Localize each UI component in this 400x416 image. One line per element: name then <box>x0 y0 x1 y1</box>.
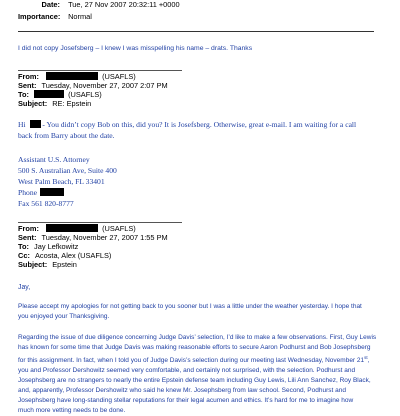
email3-to-value: Jay Lefkowitz <box>34 242 79 251</box>
signature-street: 500 S. Australian Ave, Suite 400 <box>18 166 117 175</box>
email2-to-label: To: <box>18 90 29 99</box>
importance-row <box>18 12 92 22</box>
email3-from-suffix: (USAFLS) <box>102 224 136 233</box>
email3-p2-line: much more vetting needs to be done. <box>18 407 126 415</box>
email2-subject-value: RE: Epstein <box>52 99 92 108</box>
email3-paragraph-2 <box>18 333 376 416</box>
email3-p2-line <box>18 353 376 366</box>
signature-phone-label: Phone <box>18 188 37 197</box>
redaction-block <box>30 120 41 128</box>
email2-subject-label: Subject: <box>18 99 48 108</box>
email3-subject-value: Epstein <box>52 260 77 269</box>
email2-sent-value: Tuesday, November 27, 2007 2:07 PM <box>41 81 168 90</box>
email2-sent-label: Sent: <box>18 81 37 90</box>
email2-to-suffix: (USAFLS) <box>68 90 102 99</box>
email3-cc-row <box>18 251 111 260</box>
email3-subject-row <box>18 260 77 269</box>
email3-p1-line: you enjoyed your Thanksgiving. <box>18 313 110 320</box>
email2-hi: Hi <box>18 120 26 129</box>
email2-subject-row <box>18 99 91 108</box>
email3-p2-line: has known for some time that Judge Davis was making reasonable efforts to secure Aaron Podhurst and Bob Josephsberg <box>18 344 371 351</box>
email3-p2-superscript: st <box>364 355 368 360</box>
signature-title: Assistant U.S. Attorney <box>18 155 90 164</box>
email2-from-row <box>18 72 136 81</box>
email3-to-label: To: <box>18 242 29 251</box>
email3-p2-line: Josephsberg are no strangers to nearly the entire Epstein defense team including Guy Lewis, Lili Ann Sanchez, Roy Black, <box>18 377 371 385</box>
date-value: Tue, 27 Nov 2007 20:32:11 +0000 <box>68 0 180 9</box>
email3-p2-line: you and Professor Dershowitz seemed very comfortable, and certainly not surprised, with the selection. Podhurst and <box>18 367 356 375</box>
importance-value: Normal <box>68 12 92 21</box>
email2-divider <box>18 70 182 71</box>
email2-from-label: From: <box>18 72 39 81</box>
header-divider <box>18 31 374 32</box>
email3-from-label: From: <box>18 224 39 233</box>
redaction-block <box>34 90 64 98</box>
email2-line1-text: - You didn’t copy Bob on this, did you? It is Josefsberg. Otherwise, great e-mail. I am waiting for a call <box>42 120 357 129</box>
importance-label: Importance: <box>18 12 61 21</box>
email3-p2-line: and, apparently, Professor Dershowitz who said he knew Mr. Josephsberg from law school. Second, Podhurst and <box>18 387 346 395</box>
redaction-block <box>40 188 64 196</box>
email2-body-line1 <box>18 120 356 131</box>
signature-city: West Palm Beach, FL 33401 <box>18 177 105 186</box>
top-message: I did not copy Josefsberg – I knew I was misspelling his name – drats. Thanks <box>18 45 253 52</box>
email3-sent-value: Tuesday, November 27, 2007 1:55 PM <box>41 233 168 242</box>
email2-from-suffix: (USAFLS) <box>102 72 136 81</box>
email3-subject-label: Subject: <box>18 260 48 269</box>
email2-to-row <box>18 90 102 99</box>
email3-paragraph-1 <box>18 302 362 322</box>
date-row <box>18 0 180 10</box>
email3-p2-line: Josephsberg have long-standing stellar reputations for their legal acumen and ethics. It’s hard for me to imagine how <box>18 397 354 405</box>
date-label: Date: <box>41 0 60 9</box>
email3-p2-line-text: for this assignment. In fact, when I told you of Judge Davis’s selection during our meeting last Wednesday, November 21 <box>18 357 365 365</box>
email2-sent-row <box>18 81 168 90</box>
email3-from-row <box>18 224 136 233</box>
signature-fax: Fax 561 820-8777 <box>18 199 74 208</box>
email2-body-line2: back from Barry about the date. <box>18 131 115 140</box>
email3-p1-line: Please accept my apologies for not getting back to you sooner but I was a little under the weather yesterday. I hope that <box>18 303 362 310</box>
email3-divider <box>18 222 182 223</box>
email3-p2-line: Regarding the issue of due diligence concerning Judge Davis’ selection, I’d like to make a few observations. First, Guy Lewis <box>18 334 377 341</box>
email3-cc-label: Cc: <box>18 251 30 260</box>
email3-cc-value: Acosta, Alex (USAFLS) <box>34 251 112 260</box>
email3-greeting: Jay, <box>18 284 31 291</box>
email3-p2-comma: , <box>367 357 370 365</box>
email3-sent-label: Sent: <box>18 233 37 242</box>
signature-phone-row <box>18 188 64 199</box>
email3-to-row <box>18 242 78 251</box>
email3-sent-row <box>18 233 168 242</box>
redaction-block <box>46 224 98 232</box>
redaction-block <box>46 72 98 80</box>
